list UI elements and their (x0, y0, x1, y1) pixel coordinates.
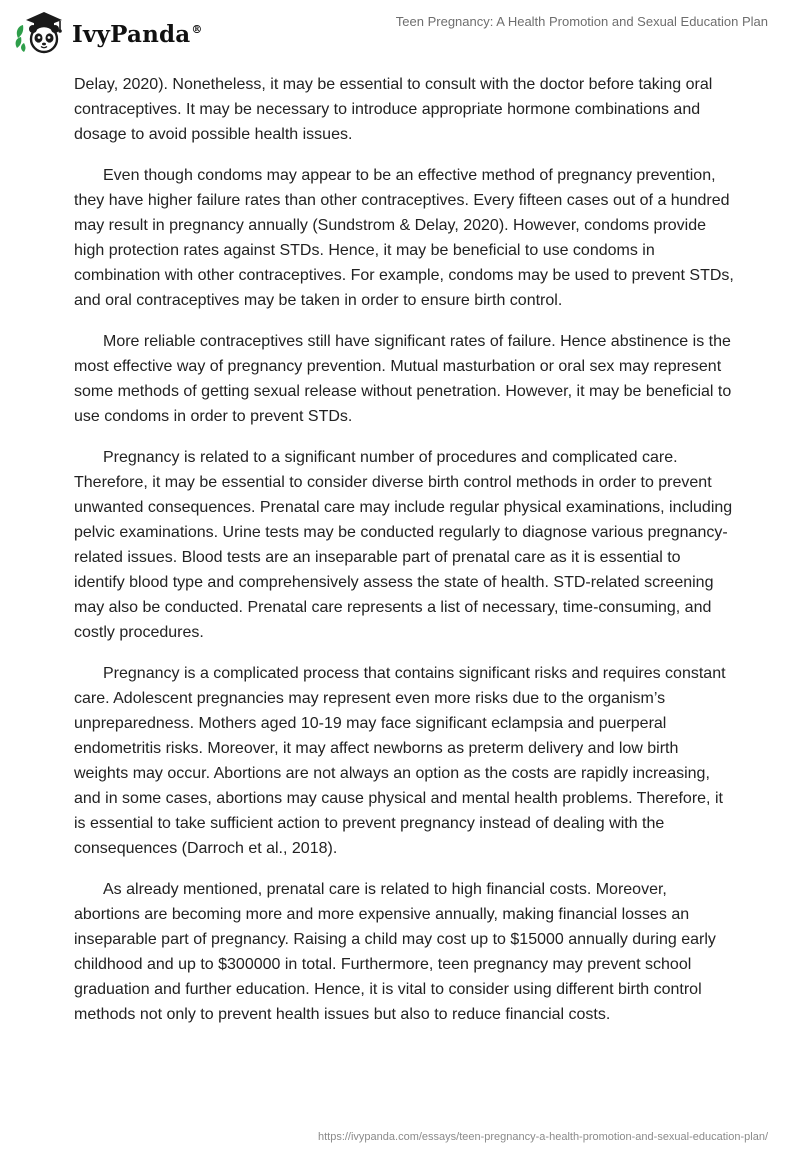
panda-graduate-icon (14, 8, 66, 56)
ivypanda-logo[interactable] (14, 8, 203, 56)
page-header (0, 0, 800, 70)
paragraph: More reliable contraceptives still have significant rates of failure. Hence abstinence is the most effective way of pregnancy prevention. Mutual masturbation or oral sex may represent some methods of getting sexual release without penetration. However, it may be beneficial to use condoms in order to prevent STDs. (74, 333, 732, 425)
essay-body (74, 72, 734, 1043)
brand-name: IvyPanda® (72, 20, 203, 48)
registered-mark: ® (191, 22, 203, 36)
paragraph: As already mentioned, prenatal care is related to high financial costs. Moreover, abortions are becoming more and more expensive annually, making financial losses an inseparable part of pregnancy. Raising a child may cost up to $15000 annually during early childhood and up to $300000 in total. Furthermore, teen pregnancy may prevent school graduation and further education. Hence, it is vital to consider using different birth control methods not only to prevent health issues but also to reduce financial costs. (74, 881, 716, 1023)
source-url[interactable]: https://ivypanda.com/essays/teen-pregnancy-a-health-promotion-and-sexual-education-plan/ (317, 1131, 768, 1143)
paragraph: Delay, 2020). Nonetheless, it may be essential to consult with the doctor before taking oral contraceptives. It may be necessary to introduce appropriate hormone combinations and dosage to avoid possible health issues. (74, 76, 713, 143)
paragraph: Pregnancy is a complicated process that contains significant risks and requires constant care. Adolescent pregnancies may represent even more risks due to the organism’s unpreparedness. Mothers aged 10-19 may face significant eclampsia and puerperal endometritis risks. Moreover, it may affect newborns as preterm delivery and low birth weights may occur. Abortions are not always an option as the costs are rapidly increasing, and in some cases, abortions may cause physical and mental health problems. Therefore, it is essential to take sufficient action to prevent pregnancy instead of dealing with the consequences (Darroch et al., 2018). (74, 665, 726, 857)
paragraph: Pregnancy is related to a significant number of procedures and complicated care. Therefore, it may be essential to consider diverse birth control methods in order to prevent unwanted consequences. Prenatal care may include regular physical examinations, including pelvic examinations. Urine tests may be conducted regularly to diagnose various pregnancy-related issues. Blood tests are an inseparable part of prenatal care as it is essential to identify blood type and comprehensively assess the state of health. STD-related screening may also be conducted. Prenatal care represents a list of necessary, time-consuming, and costly procedures. (74, 449, 733, 641)
document-title: Teen Pregnancy: A Health Promotion and Sexual Education Plan (395, 14, 768, 29)
paragraph: Even though condoms may appear to be an effective method of pregnancy prevention, they have higher failure rates than other contraceptives. Every fifteen cases out of a hundred may result in pregnancy annually (Sundstrom & Delay, 2020). However, condoms provide high protection rates against STDs. Hence, it may be beneficial to use condoms in combination with other contraceptives. For example, condoms may be used to prevent STDs, and oral contraceptives may be taken in order to ensure birth control. (74, 167, 734, 309)
